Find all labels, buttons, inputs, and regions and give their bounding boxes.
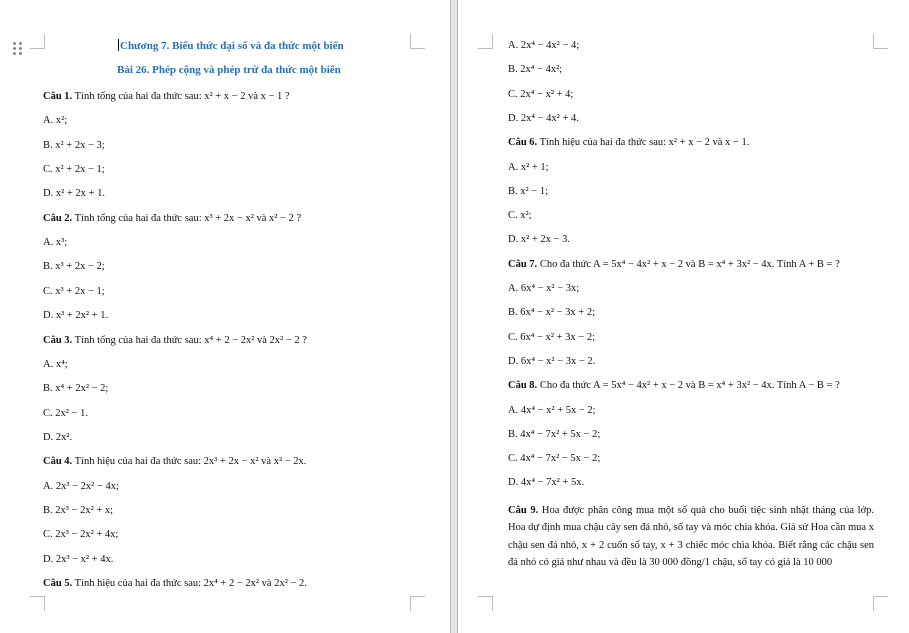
answer-option: C. 4x⁴ − 7x² − 5x − 2; [508,453,601,465]
question-9-paragraph [508,502,874,571]
crop-mark-top-left [478,34,493,49]
answer-option: C. x² + 2x − 1; [43,164,105,176]
answer-option: B. 2x⁴ − 4x²; [508,64,563,76]
crop-mark-top-left [30,34,45,49]
question-label: Câu 3. [43,334,73,346]
question-line [43,334,307,348]
answer-option: A. x³; [43,237,68,249]
answer-option: C. x³ + 2x − 1; [43,285,105,297]
left-page[interactable] [0,0,450,633]
answer-option: A. x⁴; [43,358,68,370]
answer-option: D. 2x³ − x² + 4x. [43,553,114,565]
answer-option: B. x² + 2x − 3; [43,139,105,151]
crop-mark-bottom-left [478,596,493,611]
question-line [508,379,840,393]
crop-mark-top-right [410,34,425,49]
crop-mark-bottom-right [410,596,425,611]
text-cursor-icon [118,39,119,51]
answer-option: B. 6x⁴ − x² − 3x + 2; [508,307,595,319]
answer-option: B. 2x³ − 2x² + x; [43,504,114,516]
answer-option: C. 2x² − 1. [43,407,88,419]
question-text: Tính tổng của hai đa thức sau: x² + x − 2 và x − 1 ? [72,91,290,102]
drag-handle-icon[interactable] [13,42,23,55]
question-label: Câu 6. [508,137,538,149]
answer-option: A. 2x³ − 2x² − 4x; [43,480,119,492]
answer-option: B. x⁴ + 2x² − 2; [43,383,109,395]
question-line [43,455,306,469]
answer-option: A. 2x⁴ − 4x² − 4; [508,40,580,51]
question-label: Câu 1. [43,91,73,102]
answer-option: A. x²; [43,115,68,127]
answer-option: D. x³ + 2x² + 1. [43,310,109,322]
answer-option: A. 6x⁴ − x² − 3x; [508,283,580,294]
question-line [508,258,840,272]
answer-option: C. x²; [508,210,532,222]
answer-option: D. x² + 2x − 3. [508,234,570,246]
question-line [43,212,301,226]
question-label: Câu 2. [43,212,73,224]
answer-option: A. 4x⁴ − x² + 5x − 2; [508,404,596,416]
answer-option: D. x² + 2x + 1. [43,188,105,200]
question-text: Hoa được phân công mua một số quà cho buổi tiệc sinh nhật tháng của lớp. Hoa dự định mua chậu cây sen đá nhỏ, sổ tay và móc chìa khóa. Giả sử Hoa cần mua x chậu sen đá nhỏ, x + 2 cuốn sổ tay, x + 3 chiếc móc chìa khóa. Biết rằng các chậu sen đá nhỏ có giá như nhau và đều là 30 000 đồng/1 chậu, sổ tay có giá là 10 000 [508,505,874,568]
question-text: Tính tổng của hai đa thức sau: x³ + 2x − x² và x² − 2 ? [72,212,302,224]
question-line [43,577,307,591]
question-label: Câu 7. [508,258,538,270]
answer-option: C. 2x⁴ − x² + 4; [508,88,574,100]
question-text: Tính hiệu của hai đa thức sau: 2x⁴ + 2 − 2x² và 2x² − 2. [72,578,307,589]
crop-mark-bottom-right [873,596,888,611]
crop-mark-top-right [873,34,888,49]
question-text: Tính hiệu của hai đa thức sau: x² + x − 2 và x − 1. [537,137,750,149]
answer-option: B. 4x⁴ − 7x² + 5x − 2; [508,428,601,440]
question-line [43,90,290,104]
answer-option: D. 4x⁴ − 7x² + 5x. [508,477,585,489]
answer-option: C. 6x⁴ − x² + 3x − 2; [508,331,595,343]
answer-option: D. 2x⁴ − 4x² + 4. [508,112,579,124]
chapter-title: Chương 7. Biểu thức đại số và đa thức một biến [120,40,344,52]
answer-option: D. 6x⁴ − x² − 3x − 2. [508,355,596,367]
lesson-title: Bài 26. Phép cộng và phép trừ đa thức một biến [117,64,341,76]
answer-option: A. x² + 1; [508,161,549,173]
question-text: Tính hiệu của hai đa thức sau: 2x³ + 2x − x² và x² − 2x. [72,456,307,468]
question-text: Cho đa thức A = 5x⁴ − 4x² + x − 2 và B = x⁴ + 3x² − 4x. Tính A + B = ? [537,258,840,270]
question-label: Câu 5. [43,578,73,589]
page-divider [450,0,451,633]
answer-option: B. x² − 1; [508,185,548,197]
question-text: Cho đa thức A = 5x⁴ − 4x² + x − 2 và B = x⁴ + 3x² − 4x. Tính A − B = ? [537,380,840,392]
question-line [508,136,749,150]
question-text: Tính tổng của hai đa thức sau: x⁴ + 2 − 2x² và 2x² − 2 ? [72,334,307,346]
question-label: Câu 9. [508,505,539,516]
answer-option: B. x³ + 2x − 2; [43,261,105,273]
question-label: Câu 8. [508,380,538,392]
question-label: Câu 4. [43,456,73,468]
answer-option: D. 2x². [43,431,73,443]
crop-mark-bottom-left [30,596,45,611]
answer-option: C. 2x³ − 2x² + 4x; [43,529,119,541]
right-page[interactable] [458,0,909,633]
